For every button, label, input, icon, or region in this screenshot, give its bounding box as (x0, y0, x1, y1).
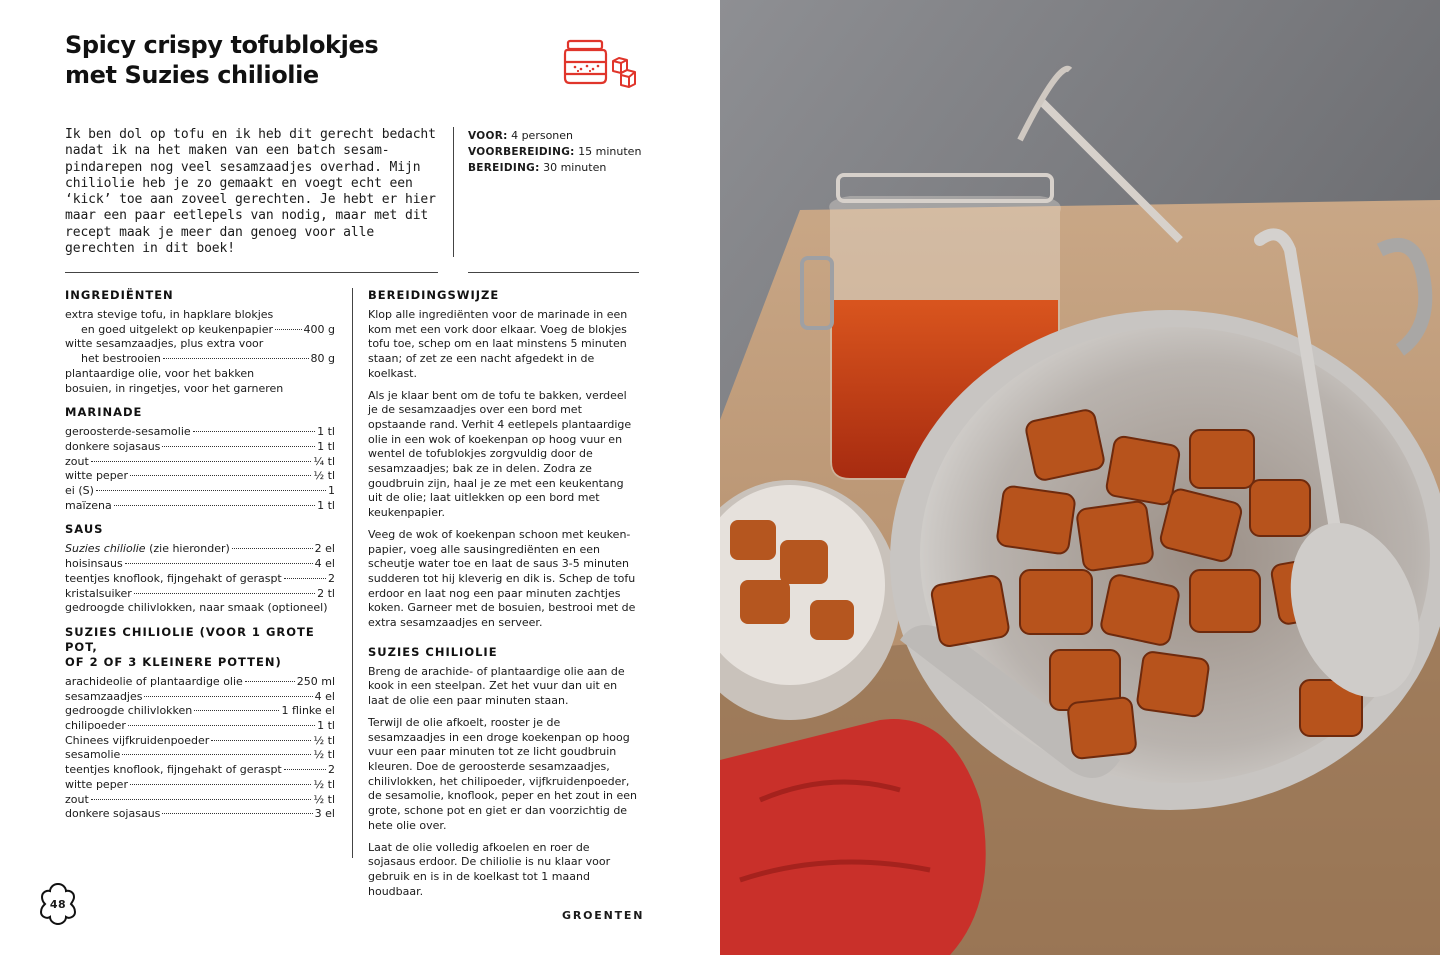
ingredient-row: en goed uitgelekt op keukenpapier 400 g (81, 322, 335, 336)
chili-oil-heading: SUZIES CHILIOLIE (VOOR 1 GROTE POT, OF 2 OF 3 KLEINERE POTTEN) (65, 624, 315, 669)
ingredient-row: donkere sojasaus 3 el (65, 807, 335, 821)
method-heading: BEREIDINGSWIJZE (368, 288, 500, 302)
recipe-meta (468, 128, 641, 177)
ingredient-row: sesamolie ½ tl (65, 748, 335, 762)
ingredients-column (65, 288, 335, 831)
ingredient-row: maïzena 1 tl (65, 498, 335, 512)
meta-rule (468, 272, 639, 273)
ingredient-row: zout ½ tl (65, 792, 335, 806)
title-line-1: Spicy crispy tofublokjes (65, 31, 379, 59)
red-napkin (720, 719, 986, 955)
recipe-intro: Ik ben dol op tofu en ik heb dit gerecht bedacht nadat ik na het maken van een batch sesam-pindarepen nog veel sesamzaadjes overhad. Mijn chiliolie heb je zo gemaakt en voegt echt een ‘kick’ toe aan zoveel gerechten. Je hebt er hier maar een paar eetlepels van nodig, maar met dit recept maak je meer dan genoeg voor alle gerechten in dit boek! (65, 127, 436, 257)
meta-prep-time: VOORBEREIDING: 15 minuten (468, 145, 642, 159)
title-line-2: met Suzies chiliolie (65, 61, 319, 89)
jar-icon (562, 38, 612, 86)
ingredient-row: teentjes knoflook, fijngehakt of geraspt 2 (65, 571, 335, 585)
food-photo (720, 0, 1440, 955)
ingredient-row: sesamzaadjes 4 el (65, 689, 335, 703)
page-number: 48 (49, 897, 67, 911)
ingredient-row: het bestrooien 80 g (81, 352, 335, 366)
ingredient-line: gedroogde chilivlokken, naar smaak (optioneel) (65, 601, 328, 615)
ingredient-row: gedroogde chilivlokken 1 flinke el (65, 704, 335, 718)
ingredient-row: kristalsuiker 2 tl (65, 586, 335, 600)
ingredient-row: chilipoeder 1 tl (65, 719, 335, 733)
ingredient-row: teentjes knoflook, fijngehakt of geraspt 2 (65, 763, 335, 777)
section-name: GROENTEN (562, 909, 645, 922)
ingredient-row: witte peper ½ tl (65, 777, 335, 791)
method-step: Veeg de wok of koekenpan schoon met keuken-papier, voeg alle sausingrediënten en een scheutje water toe en laat de saus 3-5 minuten sudderen tot hij kleverig en dik is. Schep de tofu erdoor en laat nog een paar minuten zachtjes koken. Garneer met de bosuien, bestrooi met de extra sesamzaadjes en serveer. (368, 527, 636, 630)
chili-oil-ingredients-section (65, 625, 335, 822)
ingredient-line: plantaardige olie, voor het bakken (65, 366, 255, 380)
method-column (368, 288, 640, 906)
ingredient-row: Chinees vijfkruidenpoeder ½ tl (65, 733, 335, 747)
method-step: Laat de olie volledig afkoelen en roer de sojasaus erdoor. De chiliolie is nu klaar voor gebruik en is in de koelkast tot 1 maand houdbaar. (368, 840, 611, 898)
tofu-cubes-icon (608, 55, 642, 89)
ingredient-row: donkere sojasaus 1 tl (65, 439, 335, 453)
meta-servings: VOOR: 4 personen (468, 129, 574, 142)
ingredient-row: Suzies chiliolie (zie hieronder) 2 el (65, 542, 335, 556)
ingredient-line: extra stevige tofu, in hapklare blokjes (65, 308, 274, 321)
sauce-section (65, 522, 335, 616)
method-step: Klop alle ingrediënten voor de marinade in een kom met een vork door elkaar. Voeg de blokjes tofu toe, schep om en laat minstens 5 minuten staan; of zet ze een nacht afgedekt in de koelkast. (368, 308, 628, 380)
ingredient-row: ei (S) 1 (65, 484, 335, 498)
food-photo-illustration (720, 0, 1440, 955)
ingredient-row: arachideolie of plantaardige olie 250 ml (65, 674, 335, 688)
method-step: Terwijl de olie afkoelt, rooster je de sesamzaadjes in een droge koekenpan op hoog vuur een paar minuten tot ze licht goudbruin kleuren. Doe de geroosterde sesamzaadjes, chilivlokken, het chilipoeder, vijfkruidenpoeder, de sesamolie, knoflook, peper en het zout in een grote, schone pot en giet er dan voorzichtig de hete olie over. (368, 715, 637, 832)
marinade-heading: MARINADE (65, 405, 143, 420)
ingredients-heading: INGREDIËNTEN (65, 288, 174, 302)
recipe-title (65, 30, 378, 90)
ingredient-row: witte peper ½ tl (65, 469, 335, 483)
method-step: Als je klaar bent om de tofu te bakken, verdeel je de sesamzaadjes over een bord met opstaande rand. Verhit 4 eetlepels plantaardige olie in een wok of koekenpan op hoog vuur en wentel de tofublokjes zorgvuldig door de sesamzaadjes; bak ze in delen. Zodra ze goudbruin zijn, haal je ze met een keukentang uit de olie; laat uitlekken op een bord met keukenpapier. (368, 388, 632, 520)
chili-oil-method-heading: SUZIES CHILIOLIE (368, 644, 498, 659)
meta-cook-time: BEREIDING: 30 minuten (468, 161, 607, 175)
sauce-heading: SAUS (65, 522, 104, 537)
recipe-icons (562, 38, 642, 90)
method-step: Breng de arachide- of plantaardige olie aan de kook in een steelpan. Zet het vuur dan uit en laat de olie een paar minuten staan. (368, 664, 625, 708)
ingredient-row: zout ¼ tl (65, 454, 335, 468)
meta-divider (453, 127, 454, 257)
ingredient-line: bosuien, in ringetjes, voor het garneren (65, 381, 284, 395)
ingredient-row: geroosterde-sesamolie 1 tl (65, 425, 335, 439)
ingredient-row: hoisinsaus 4 el (65, 557, 335, 571)
column-divider (352, 288, 353, 858)
marinade-section (65, 405, 335, 513)
intro-rule (65, 272, 438, 273)
ingredients-section (65, 288, 335, 396)
ingredient-line: witte sesamzaadjes, plus extra voor (65, 337, 264, 351)
